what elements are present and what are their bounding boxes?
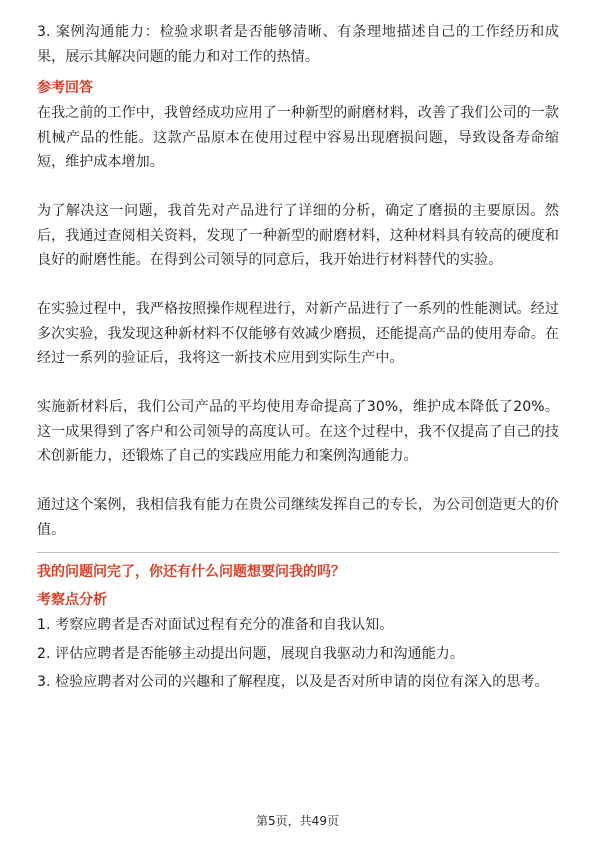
document-page <box>37 20 559 695</box>
analysis-item-1: 1. 考察应聘者是否对面试过程有充分的准备和自我认知。 <box>37 617 394 633</box>
analysis-item-2: 2. 评估应聘者是否能够主动提出问题，展现自我驱动力和沟通能力。 <box>37 645 465 662</box>
analysis-heading: 考察点分析 <box>37 592 107 608</box>
answer-paragraph-4: 实施新材料后，我们公司产品的平均使用寿命提高了30%，维护成本降低了20%。这一成果得到了客户和公司领导的高度认可。在这个过程中，我不仅提高了自己的技术创新能力，还锻炼了自己的实践应用能力和案例沟通能力。 <box>37 399 559 464</box>
answer-heading: 参考回答 <box>37 80 93 96</box>
question-heading: 我的问题问完了，你还有什么问题想要问我的吗？ <box>37 564 345 580</box>
intro-item: 3. 案例沟通能力：检验求职者是否能够清晰、有条理地描述自己的工作经历和成果，展示其解决问题的能力和对工作的热情。 <box>37 24 559 65</box>
answer-paragraph-3: 在实验过程中，我严格按照操作规程进行，对新产品进行了一系列的性能测试。经过多次实验，我发现这种新材料不仅能够有效减少磨损，还能提高产品的使用寿命。在经过一系列的验证后，我将这一新技术应用到实际生产中。 <box>37 301 559 366</box>
page-footer: 第5页，共49页 <box>256 814 339 828</box>
analysis-item-3: 3. 检验应聘者对公司的兴趣和了解程度，以及是否对所申请的岗位有深入的思考。 <box>37 674 549 690</box>
answer-paragraph-5: 通过这个案例，我相信我有能力在贵公司继续发挥自己的专长，为公司创造更大的价值。 <box>37 497 559 538</box>
answer-paragraph-1: 在我之前的工作中，我曾经成功应用了一种新型的耐磨材料，改善了我们公司的一款机械产品的性能。这款产品原本在使用过程中容易出现磨损问题，导致设备寿命缩短，维护成本增加。 <box>37 105 559 170</box>
answer-paragraph-2: 为了解决这一问题，我首先对产品进行了详细的分析，确定了磨损的主要原因。然后，我通过查阅相关资料，发现了一种新型的耐磨材料，这种材料具有较高的硬度和良好的耐磨性能。在得到公司领导的同意后，我开始进行材料替代的实验。 <box>37 203 559 268</box>
section-divider <box>37 552 559 553</box>
